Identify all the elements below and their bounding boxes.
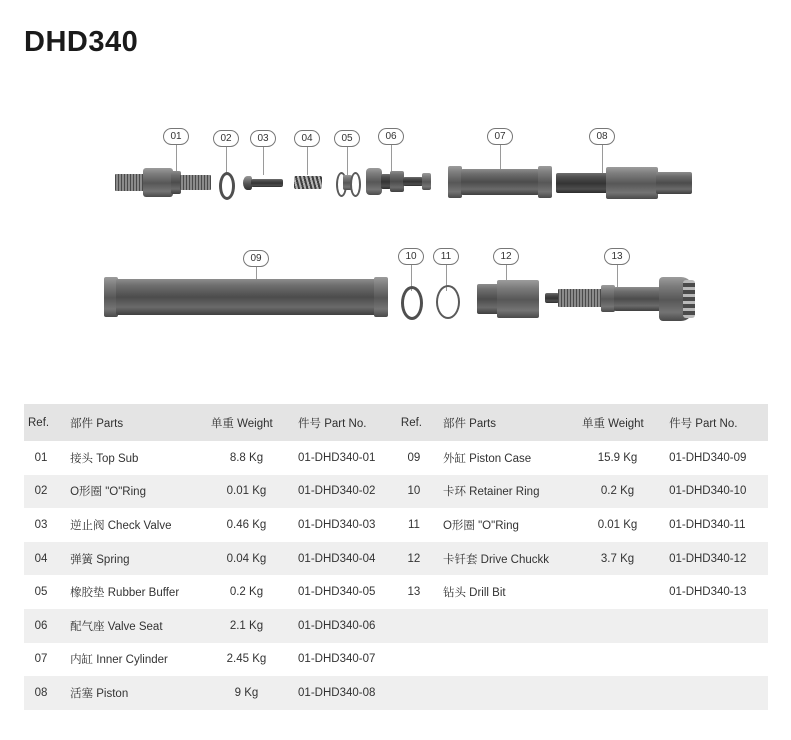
cell-ref-left: 02	[24, 475, 58, 509]
exploded-diagram	[0, 100, 791, 360]
parts-table-container	[24, 404, 768, 710]
cell-partno-left: 01-DHD340-03	[286, 508, 397, 542]
table-row	[24, 609, 768, 643]
table-row	[24, 575, 768, 609]
seat-rod	[403, 177, 423, 186]
bit-splines	[558, 289, 602, 307]
part-drive-chuck	[477, 280, 539, 318]
cyl-end-left	[448, 166, 462, 198]
cell-ref-left: 04	[24, 542, 58, 576]
page-title: DHD340	[24, 26, 139, 58]
cell-partno-left: 01-DHD340-06	[286, 609, 397, 643]
seat-tip	[422, 173, 431, 190]
part-check-valve	[243, 176, 283, 190]
table-row	[24, 542, 768, 576]
cell-ref-right: 09	[397, 441, 431, 475]
cell-partno-right: 01-DHD340-10	[657, 475, 768, 509]
cell-ref-right: 11	[397, 508, 431, 542]
cell-weight-right: 0.01 Kg	[578, 508, 657, 542]
buffer-ring-2	[350, 172, 361, 197]
cell-ref-right: 12	[397, 542, 431, 576]
cell-partno-left: 01-DHD340-05	[286, 575, 397, 609]
cell-partno-right: 01-DHD340-09	[657, 441, 768, 475]
cell-ref-right	[397, 609, 431, 643]
cell-weight-right: 3.7 Kg	[578, 542, 657, 576]
cell-partno-left: 01-DHD340-04	[286, 542, 397, 576]
cell-parts-right	[431, 643, 578, 677]
cell-weight-left: 0.01 Kg	[207, 475, 286, 509]
cell-weight-right: 0.2 Kg	[578, 475, 657, 509]
cell-parts-left: 逆止阀 Check Valve	[58, 508, 207, 542]
part-top-sub	[115, 162, 211, 202]
table-row	[24, 475, 768, 509]
cell-partno-right	[657, 676, 768, 710]
cell-partno-right: 01-DHD340-12	[657, 542, 768, 576]
seat-flange	[366, 168, 382, 195]
table-row	[24, 676, 768, 710]
cell-weight-right: 15.9 Kg	[578, 441, 657, 475]
bit-buttons	[683, 280, 695, 318]
table-row	[24, 441, 768, 475]
cell-ref-right	[397, 643, 431, 677]
cell-weight-left: 8.8 Kg	[207, 441, 286, 475]
callout-06: 06	[378, 128, 404, 145]
cell-partno-right	[657, 609, 768, 643]
cell-partno-left: 01-DHD340-08	[286, 676, 397, 710]
cell-partno-right	[657, 643, 768, 677]
part-o-ring-02	[219, 172, 235, 200]
callout-09: 09	[243, 250, 269, 267]
callout-13: 13	[604, 248, 630, 265]
header-ref-right: Ref.	[397, 404, 431, 441]
cell-weight-left: 2.1 Kg	[207, 609, 286, 643]
cell-weight-left: 0.46 Kg	[207, 508, 286, 542]
cell-parts-right: 卡钎套 Drive Chuckk	[431, 542, 578, 576]
bit-shoulder	[601, 285, 615, 312]
cell-weight-right	[578, 575, 657, 609]
callout-03: 03	[250, 130, 276, 147]
cell-partno-right: 01-DHD340-13	[657, 575, 768, 609]
cell-parts-right: 外缸 Piston Case	[431, 441, 578, 475]
table-row	[24, 643, 768, 677]
header-partno-left: 件号 Part No.	[286, 404, 397, 441]
leader-03	[263, 147, 264, 175]
cell-ref-right	[397, 676, 431, 710]
cell-parts-left: 活塞 Piston	[58, 676, 207, 710]
callout-11: 11	[433, 248, 459, 265]
piston-head	[606, 167, 658, 199]
part-piston-case	[104, 276, 388, 320]
cell-weight-left: 0.2 Kg	[207, 575, 286, 609]
part-o-ring-11	[436, 285, 460, 319]
cell-ref-right: 13	[397, 575, 431, 609]
callout-02: 02	[213, 130, 239, 147]
cell-weight-right	[578, 609, 657, 643]
callout-07: 07	[487, 128, 513, 145]
callout-10: 10	[398, 248, 424, 265]
chuck-body	[497, 280, 539, 318]
cell-parts-left: 弹簧 Spring	[58, 542, 207, 576]
leader-04	[307, 147, 308, 175]
cell-parts-right: 钻头 Drill Bit	[431, 575, 578, 609]
header-weight-left: 单重 Weight	[207, 404, 286, 441]
cell-parts-right	[431, 676, 578, 710]
cell-parts-left: O形圈 "O"Ring	[58, 475, 207, 509]
cell-partno-left: 01-DHD340-07	[286, 643, 397, 677]
cell-ref-left: 06	[24, 609, 58, 643]
thread-right	[180, 175, 211, 190]
callout-05: 05	[334, 130, 360, 147]
part-spring	[294, 176, 322, 189]
cell-ref-left: 01	[24, 441, 58, 475]
hex-body	[143, 168, 173, 197]
cell-partno-left: 01-DHD340-02	[286, 475, 397, 509]
part-piston	[556, 164, 692, 202]
part-drill-bit	[545, 276, 693, 322]
leader-02	[226, 147, 227, 175]
header-parts-left: 部件 Parts	[58, 404, 207, 441]
chuck-collar	[477, 284, 499, 314]
part-valve-seat	[366, 166, 432, 198]
seat-mid	[390, 171, 404, 192]
part-retainer-ring	[401, 286, 423, 320]
cell-weight-left: 2.45 Kg	[207, 643, 286, 677]
header-parts-right: 部件 Parts	[431, 404, 578, 441]
header-partno-right: 件号 Part No.	[657, 404, 768, 441]
cell-ref-left: 05	[24, 575, 58, 609]
cell-parts-right: O形圈 "O"Ring	[431, 508, 578, 542]
part-rubber-buffer	[336, 170, 358, 196]
table-row	[24, 508, 768, 542]
cell-weight-right	[578, 676, 657, 710]
cell-parts-left: 配气座 Valve Seat	[58, 609, 207, 643]
case-tube	[116, 279, 378, 315]
parts-table	[24, 404, 768, 710]
valve-stem	[251, 179, 283, 187]
cell-ref-left: 08	[24, 676, 58, 710]
cell-weight-left: 9 Kg	[207, 676, 286, 710]
cell-parts-right	[431, 609, 578, 643]
cell-parts-left: 橡胶垫 Rubber Buffer	[58, 575, 207, 609]
cell-partno-right: 01-DHD340-11	[657, 508, 768, 542]
callout-12: 12	[493, 248, 519, 265]
bit-shank-tip	[545, 293, 559, 303]
piston-tail	[556, 173, 608, 193]
cell-ref-right: 10	[397, 475, 431, 509]
cell-ref-left: 07	[24, 643, 58, 677]
cyl-end-right	[538, 166, 552, 198]
cell-weight-left: 0.04 Kg	[207, 542, 286, 576]
header-weight-right: 单重 Weight	[578, 404, 657, 441]
part-inner-cylinder	[448, 162, 552, 202]
cell-weight-right	[578, 643, 657, 677]
cell-parts-right: 卡环 Retainer Ring	[431, 475, 578, 509]
thread-left	[115, 174, 145, 191]
table-header-row	[24, 404, 768, 441]
callout-04: 04	[294, 130, 320, 147]
cell-parts-left: 接头 Top Sub	[58, 441, 207, 475]
callout-08: 08	[589, 128, 615, 145]
case-end-right	[374, 277, 388, 317]
bit-shaft	[614, 287, 662, 311]
cell-parts-left: 内缸 Inner Cylinder	[58, 643, 207, 677]
cell-partno-left: 01-DHD340-01	[286, 441, 397, 475]
callout-01: 01	[163, 128, 189, 145]
header-ref-left: Ref.	[24, 404, 58, 441]
piston-nose	[656, 172, 692, 194]
cell-ref-left: 03	[24, 508, 58, 542]
cyl-shaft	[461, 169, 539, 195]
